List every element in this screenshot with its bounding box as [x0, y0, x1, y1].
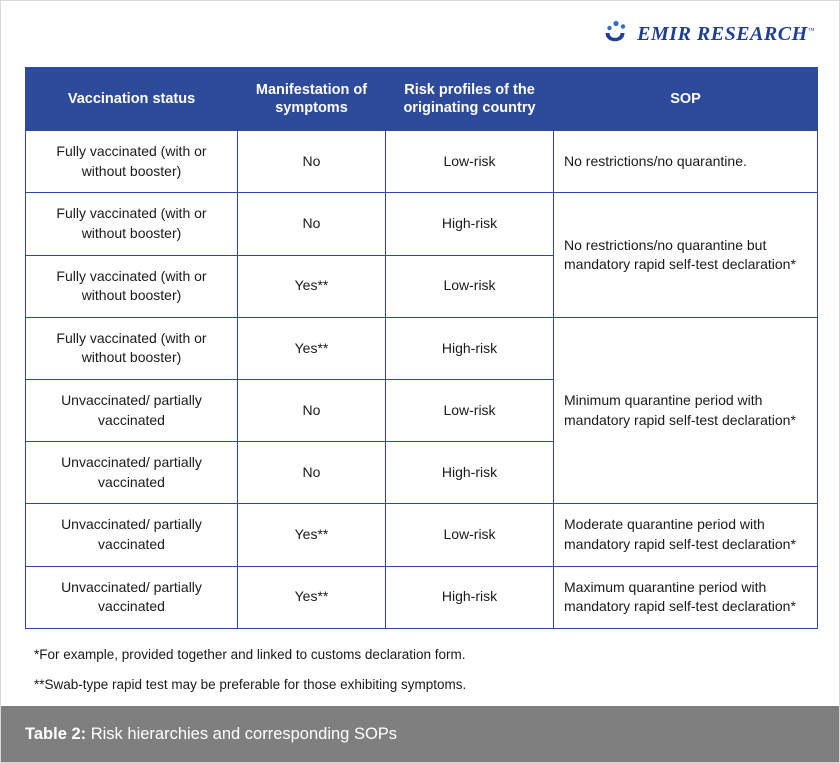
table-row: [26, 131, 818, 193]
cell-sop: Maximum quarantine period with mandatory rapid self-test declaration*: [554, 566, 818, 628]
table-header-row: [26, 68, 818, 131]
cell-symptoms: No: [238, 131, 386, 193]
footnote-single-asterisk: *For example, provided together and linked to customs declaration form.: [34, 647, 466, 662]
cell-risk-profile: Low-risk: [386, 131, 554, 193]
cell-sop: Minimum quarantine period with mandatory rapid self-test declaration*: [554, 317, 818, 504]
cell-risk-profile: High-risk: [386, 566, 554, 628]
cell-symptoms: Yes**: [238, 504, 386, 566]
caption-description: Risk hierarchies and corresponding SOPs: [86, 724, 398, 743]
cell-risk-profile: High-risk: [386, 193, 554, 255]
cell-vaccination-status: Unvaccinated/ partially vaccinated: [26, 380, 238, 442]
table-caption: [25, 725, 397, 744]
cell-vaccination-status: Fully vaccinated (with or without booster): [26, 193, 238, 255]
dots-logo-icon: [600, 19, 630, 49]
cell-symptoms: No: [238, 442, 386, 504]
cell-risk-profile: Low-risk: [386, 380, 554, 442]
logo-name: EMIR RESEARCH: [637, 22, 808, 45]
cell-risk-profile: Low-risk: [386, 255, 554, 317]
column-header-manifestation-of-symptoms: Manifestation of symptoms: [238, 68, 386, 131]
cell-vaccination-status: Fully vaccinated (with or without booster): [26, 255, 238, 317]
risk-table-container: [25, 67, 817, 629]
table-row: [26, 504, 818, 566]
cell-vaccination-status: Fully vaccinated (with or without booster): [26, 131, 238, 193]
risk-table: [25, 67, 818, 629]
cell-symptoms: No: [238, 380, 386, 442]
cell-vaccination-status: Unvaccinated/ partially vaccinated: [26, 442, 238, 504]
cell-sop: No restrictions/no quarantine but mandatory rapid self-test declaration*: [554, 193, 818, 317]
caption-bar: [1, 706, 839, 762]
cell-symptoms: Yes**: [238, 566, 386, 628]
footnote-double-asterisk: **Swab-type rapid test may be preferable for those exhibiting symptoms.: [34, 676, 467, 692]
column-header-sop: SOP: [554, 68, 818, 131]
table-row: [26, 193, 818, 255]
logo-wordmark: [637, 23, 815, 46]
cell-risk-profile: High-risk: [386, 317, 554, 379]
column-header-vaccination-status: Vaccination status: [26, 68, 238, 131]
cell-vaccination-status: Unvaccinated/ partially vaccinated: [26, 504, 238, 566]
cell-symptoms: Yes**: [238, 255, 386, 317]
emir-research-logo: [600, 19, 815, 49]
table-row: [26, 566, 818, 628]
table-row: [26, 317, 818, 379]
cell-vaccination-status: Unvaccinated/ partially vaccinated: [26, 566, 238, 628]
caption-label: Table 2:: [25, 724, 87, 743]
column-header-risk-profiles: Risk profiles of the originating country: [386, 68, 554, 131]
cell-risk-profile: High-risk: [386, 442, 554, 504]
cell-vaccination-status: Fully vaccinated (with or without booster): [26, 317, 238, 379]
cell-sop: Moderate quarantine period with mandatory rapid self-test declaration*: [554, 504, 818, 566]
cell-symptoms: Yes**: [238, 317, 386, 379]
cell-risk-profile: Low-risk: [386, 504, 554, 566]
logo-trademark: ™: [807, 25, 815, 34]
content-area: [1, 1, 839, 706]
cell-symptoms: No: [238, 193, 386, 255]
cell-sop: No restrictions/no quarantine.: [554, 131, 818, 193]
footnotes: [34, 646, 814, 705]
